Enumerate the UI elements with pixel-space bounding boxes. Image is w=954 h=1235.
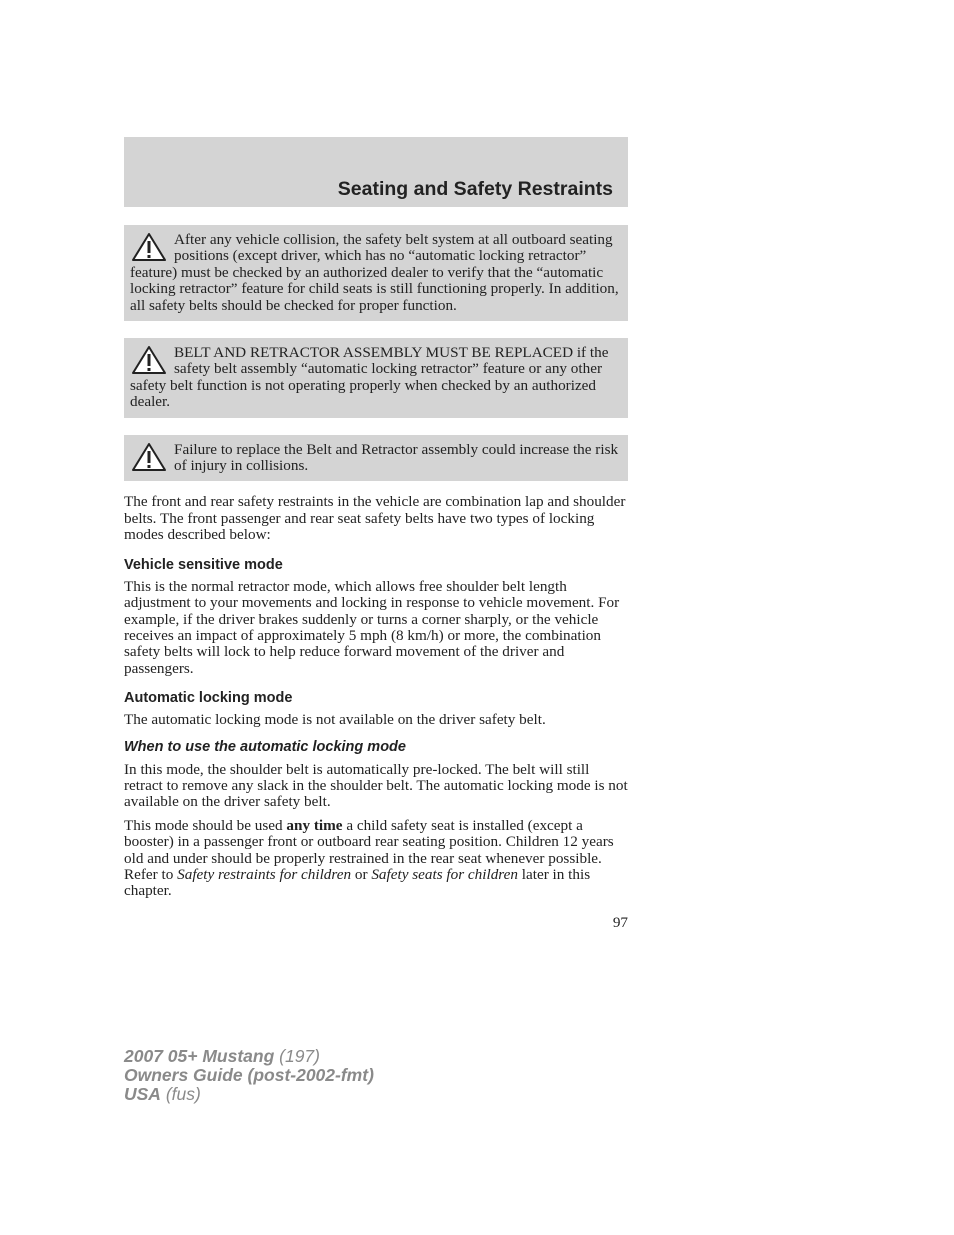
footer-line-2: Owners Guide (post-2002-fmt) xyxy=(124,1065,374,1085)
footer-model: 2007 05+ Mustang xyxy=(124,1046,275,1066)
p2-text-a: This mode should be used xyxy=(124,816,287,834)
warning-triangle-icon xyxy=(131,345,167,375)
document-footer xyxy=(124,1047,374,1104)
footer-line-3 xyxy=(124,1085,374,1104)
intro-paragraph: The front and rear safety restraints in the vehicle are combination lap and shoulder belts. The front passenger and rear seat safety belts have two types of locking modes described below: xyxy=(124,493,626,544)
warning-text-3: Failure to replace the Belt and Retractor assembly could increase the risk of injury in collisions. xyxy=(174,440,619,475)
vehicle-sensitive-text: This is the normal retractor mode, which allows free shoulder belt length adjustment to your movements and locking in response to vehicle movement. For example, if the driver brakes suddenly or turns a corner sharply, or the vehicle receives an impact of approximately 5 mph (8 km/h) or more, the combination safety belts will lock to help reduce forward movement of the driver and passengers. xyxy=(124,577,620,677)
heading-when-to-use: When to use the automatic locking mode xyxy=(124,738,406,755)
manual-page xyxy=(124,137,628,932)
warning-box-1 xyxy=(124,225,628,321)
p2-text-c: or xyxy=(351,865,372,883)
footer-model-code: (197) xyxy=(274,1046,320,1066)
warning-box-2 xyxy=(124,338,628,418)
ref-safety-restraints-children: Safety restraints for children xyxy=(177,865,352,883)
p2-bold-any-time: any time xyxy=(286,816,343,834)
automatic-locking-text: The automatic locking mode is not available on the driver safety belt. xyxy=(124,711,546,729)
warning-triangle-icon xyxy=(131,232,167,262)
warning-text-1: After any vehicle collision, the safety belt system at all outboard seating positions (except driver, which has no “automatic locking retractor” feature) must be checked by an authorized dealer to verify that the “automatic locking retractor” feature for child seats is still functioning properly. In addition, all safety belts should be checked for proper function. xyxy=(130,231,619,314)
warning-box-3 xyxy=(124,435,628,482)
section-title: Seating and Safety Restraints xyxy=(337,178,613,200)
when-to-use-paragraph-1: In this mode, the shoulder belt is automatically pre-locked. The belt will still retract to remove any slack in the shoulder belt. The automatic locking mode is not available on the driver safety belt. xyxy=(124,760,628,811)
heading-automatic-locking: Automatic locking mode xyxy=(124,690,293,707)
footer-market: USA xyxy=(124,1084,161,1104)
section-header xyxy=(124,137,628,207)
footer-line-1 xyxy=(124,1047,374,1066)
warning-triangle-icon xyxy=(131,442,167,472)
p2-text-d: later in this chapter. xyxy=(124,865,591,900)
footer-market-code: (fus) xyxy=(160,1084,201,1104)
heading-vehicle-sensitive: Vehicle sensitive mode xyxy=(124,556,283,573)
when-to-use-paragraph-2 xyxy=(124,818,628,900)
p2-text-b: a child safety seat is installed (except a booster) in a passenger front or outboard rear seating position. Children 12 years old and under should be properly restrained in the rear seat whenever possible. Refer to xyxy=(124,816,614,883)
warning-text-2: BELT AND RETRACTOR ASSEMBLY MUST BE REPLACED if the safety belt assembly “automatic locking retractor” feature or any other safety belt function is not operating properly when checked by an authorized dealer. xyxy=(130,344,609,411)
page-number: 97 xyxy=(612,913,628,931)
ref-safety-seats-children: Safety seats for children xyxy=(371,865,518,883)
